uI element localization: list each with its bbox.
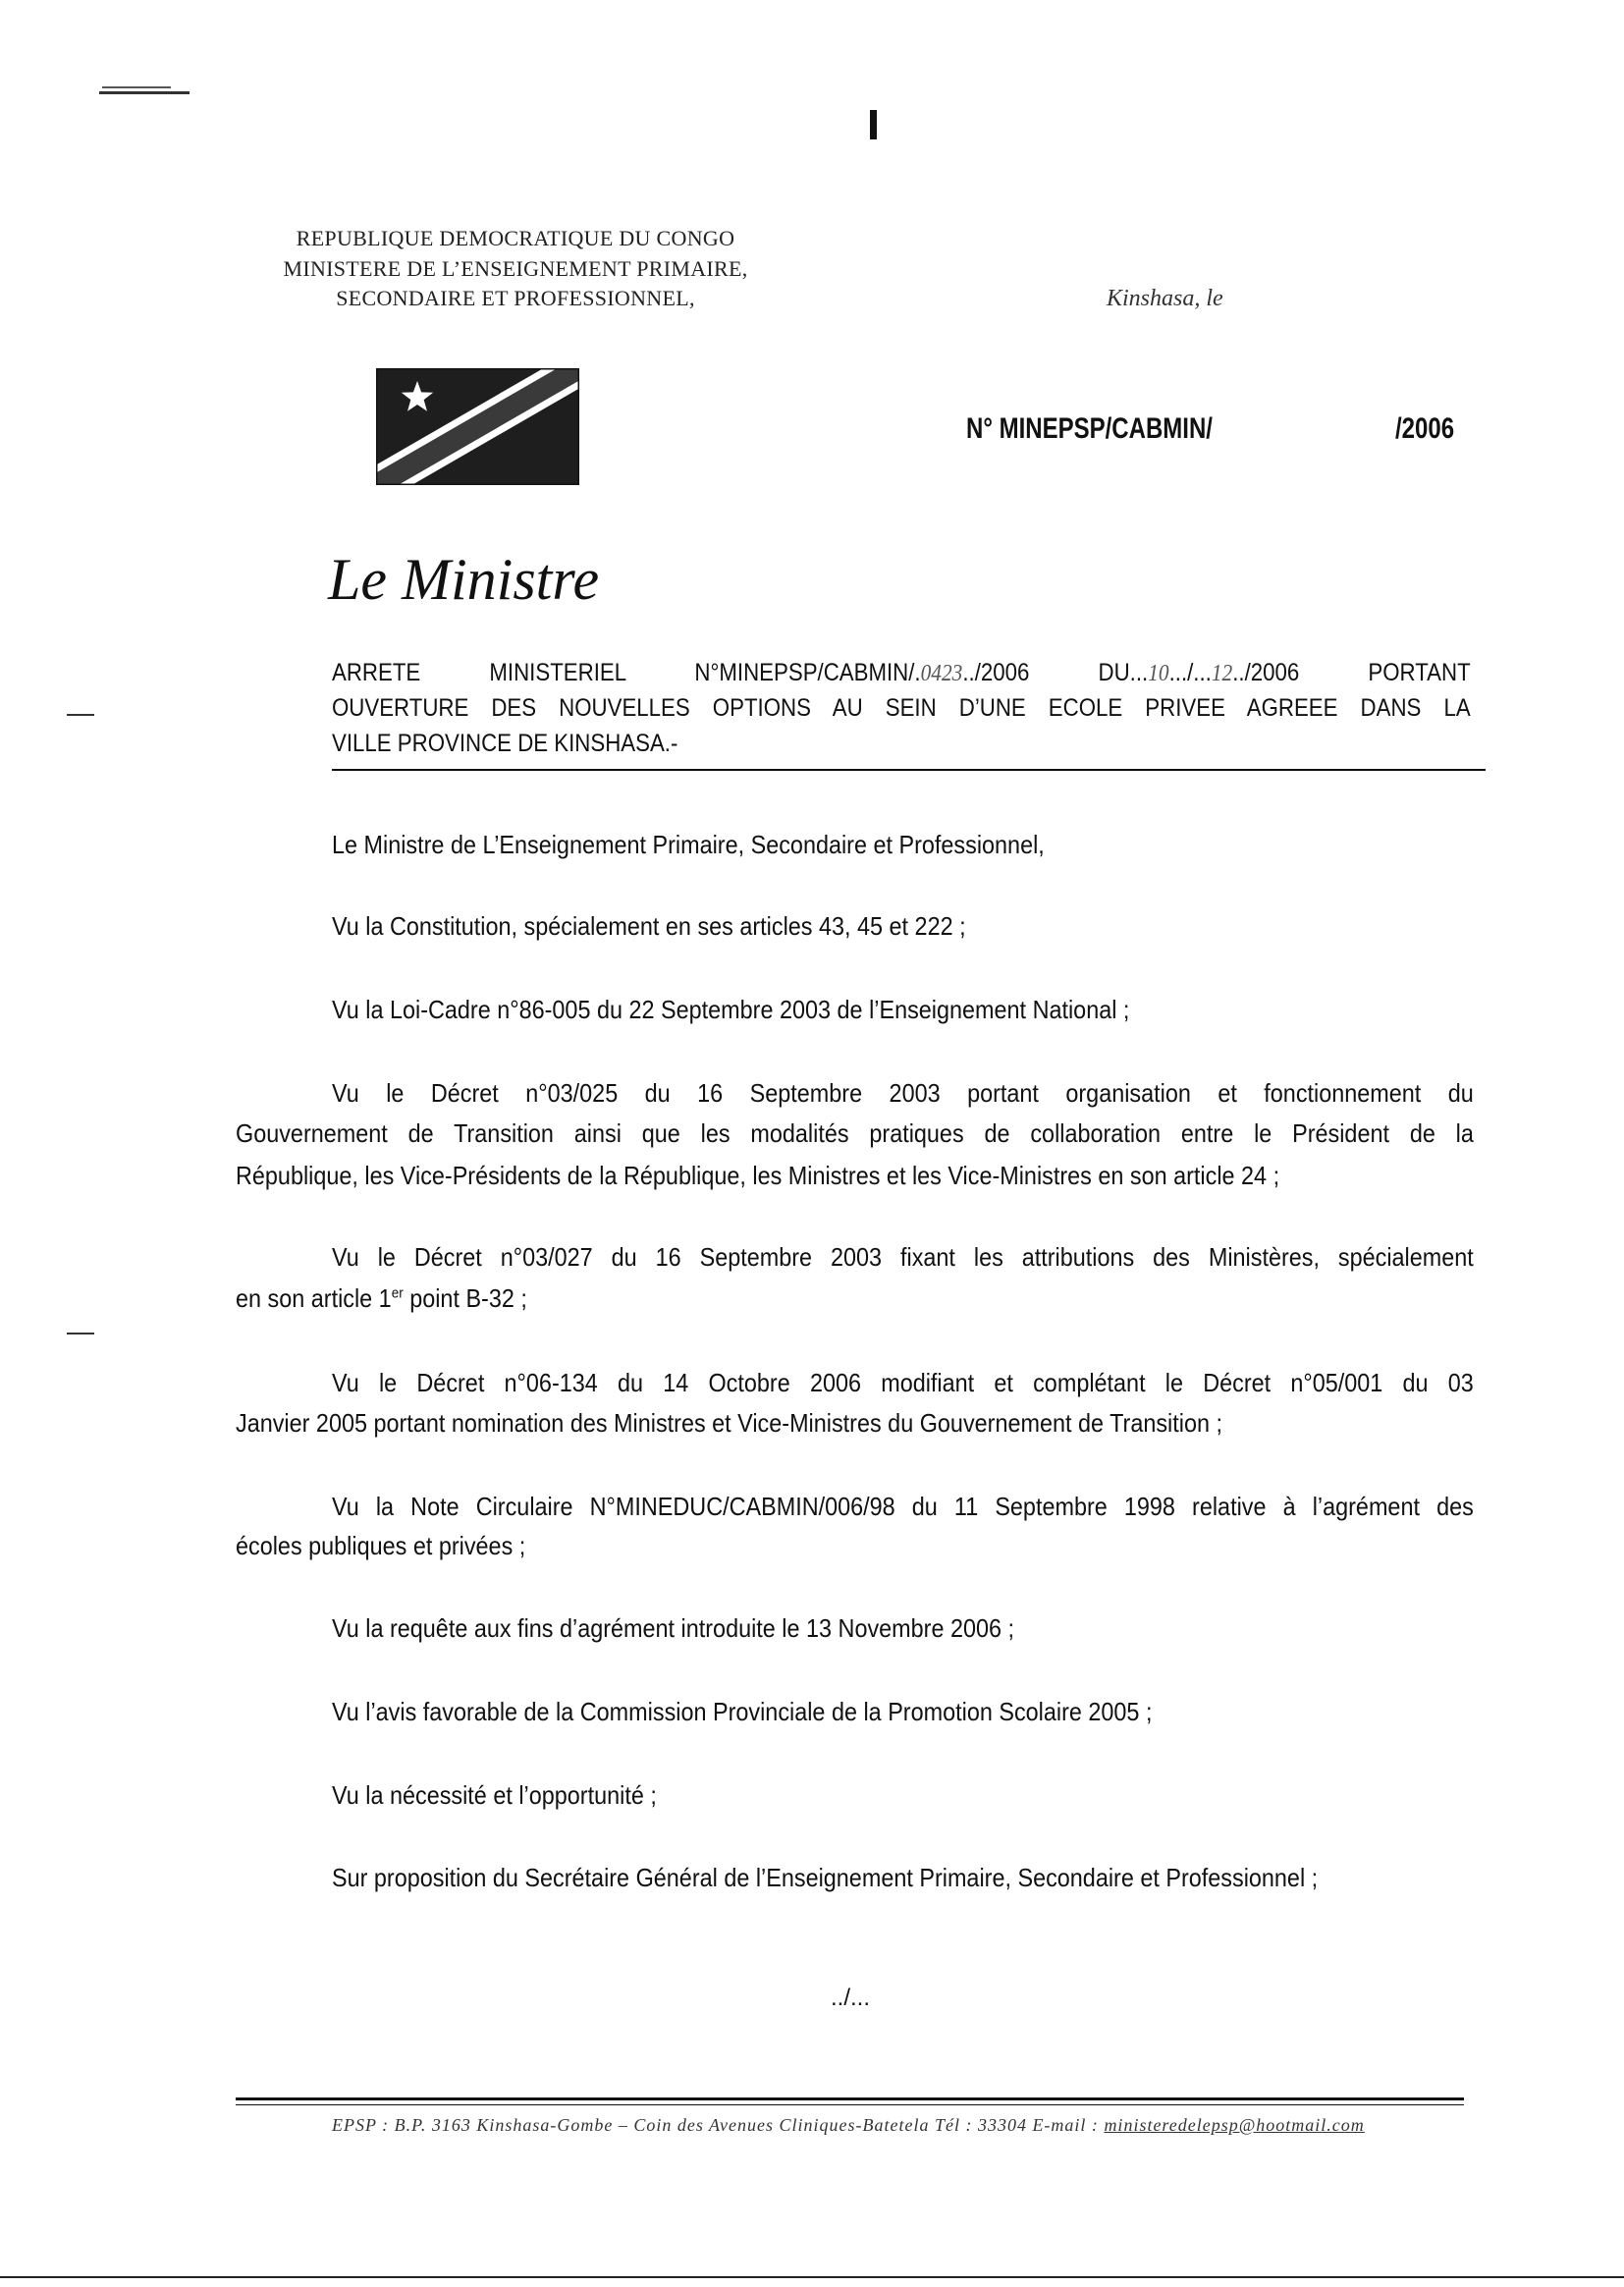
page-continuation-mark: ../... <box>831 1985 871 2011</box>
decree-heading-text: ARRETE MINISTERIEL N°MINEPSP/CABMIN/. <box>332 659 921 686</box>
handwritten-day: 10 <box>1148 661 1169 686</box>
scan-mark-top-center <box>870 110 877 139</box>
body-line: Vu la requête aux fins d’agrément introduite le 13 Novembre 2006 ; <box>332 1613 1015 1643</box>
handwritten-month: 12 <box>1211 661 1233 686</box>
body-line: Sur proposition du Secrétaire Général de l’Enseignement Primaire, Secondaire et Professionnel ; <box>332 1863 1319 1892</box>
body-line <box>236 1283 1474 1313</box>
footer-rule-thin <box>236 2104 1464 2105</box>
body-line: Vu le Décret n°03/025 du 16 Septembre 2003 portant organisation et fonctionnement du <box>332 1078 1474 1108</box>
body-line: Janvier 2005 portant nomination des Ministres et Vice-Ministres du Gouvernement de Transition ; <box>236 1408 1222 1438</box>
scan-bottom-edge <box>0 2276 1624 2278</box>
scan-mark-left-margin-1 <box>67 714 94 716</box>
letterhead-country: REPUBLIQUE DEMOCRATIQUE DU CONGO <box>296 226 735 250</box>
body-line: Vu le Décret n°06-134 du 14 Octobre 2006 modifiant et complétant le Décret n°05/001 du 03 <box>332 1368 1474 1397</box>
signatory-title: Le Ministre <box>328 547 600 612</box>
body-line: Vu la Note Circulaire N°MINEDUC/CABMIN/006/98 du 11 Septembre 1998 relative à l’agrément des <box>332 1492 1474 1521</box>
body-line: écoles publiques et privées ; <box>236 1531 526 1560</box>
body-line: République, les Vice-Présidents de la République, les Ministres et les Vice-Ministres en son article 24 ; <box>236 1161 1280 1190</box>
footer-rule-thick <box>236 2097 1464 2100</box>
letterhead-ministry: MINISTERE DE L’ENSEIGNEMENT PRIMAIRE, <box>283 255 748 281</box>
body-line-text: point B-32 ; <box>403 1283 527 1313</box>
decree-heading-text: .../... <box>1168 659 1212 686</box>
decree-heading-line-1 <box>332 658 1471 688</box>
footer-contact <box>332 2113 1365 2137</box>
body-line-text: en son article 1 <box>236 1283 392 1313</box>
decree-heading-text: ../2006 PORTANT <box>1232 659 1471 686</box>
body-line: Vu l’avis favorable de la Commission Provinciale de la Promotion Scolaire 2005 ; <box>332 1697 1153 1726</box>
body-line: Vu le Décret n°03/027 du 16 Septembre 2003 fixant les attributions des Ministères, spécialement <box>332 1242 1474 1272</box>
body-line: Vu la Loi-Cadre n°86-005 du 22 Septembre 2003 de l’Enseignement National ; <box>332 995 1130 1024</box>
decree-heading-line-2: OUVERTURE DES NOUVELLES OPTIONS AU SEIN D’UNE ECOLE PRIVEE AGREEE DANS LA <box>332 694 1471 722</box>
heading-divider <box>332 769 1486 771</box>
reference-number-prefix: N° MINEPSP/CABMIN/ <box>966 412 1213 445</box>
decree-heading-text: ../2006 DU... <box>962 659 1149 686</box>
scan-mark-top-left-1 <box>102 86 171 88</box>
letterhead-ministry-continued: SECONDAIRE ET PROFESSIONNEL, <box>336 286 695 310</box>
ministry-letterhead <box>196 224 835 314</box>
scan-mark-left-margin-2 <box>67 1333 94 1334</box>
handwritten-decree-number: 0423 <box>920 661 963 686</box>
scan-mark-top-left-2 <box>99 91 189 94</box>
decree-heading-line-3: VILLE PROVINCE DE KINSHASA.- <box>332 730 678 757</box>
national-flag-icon <box>376 368 579 485</box>
reference-number-year: /2006 <box>1395 412 1455 445</box>
body-line: Vu la Constitution, spécialement en ses articles 43, 45 et 222 ; <box>332 911 966 941</box>
ordinal-superscript: er <box>391 1284 404 1302</box>
body-line: Le Ministre de L’Enseignement Primaire, Secondaire et Professionnel, <box>332 830 1045 859</box>
body-line: Gouvernement de Transition ainsi que les modalités pratiques de collaboration entre le Président de la <box>236 1118 1474 1148</box>
body-line: Vu la nécessité et l’opportunité ; <box>332 1780 657 1810</box>
footer-email: ministeredelepsp@hootmail.com <box>1104 2115 1365 2135</box>
footer-address: EPSP : B.P. 3163 Kinshasa-Gombe – Coin des Avenues Cliniques-Batetela Tél : 33304 E-mail : <box>332 2115 1105 2135</box>
place-and-date: Kinshasa, le <box>1107 286 1223 311</box>
